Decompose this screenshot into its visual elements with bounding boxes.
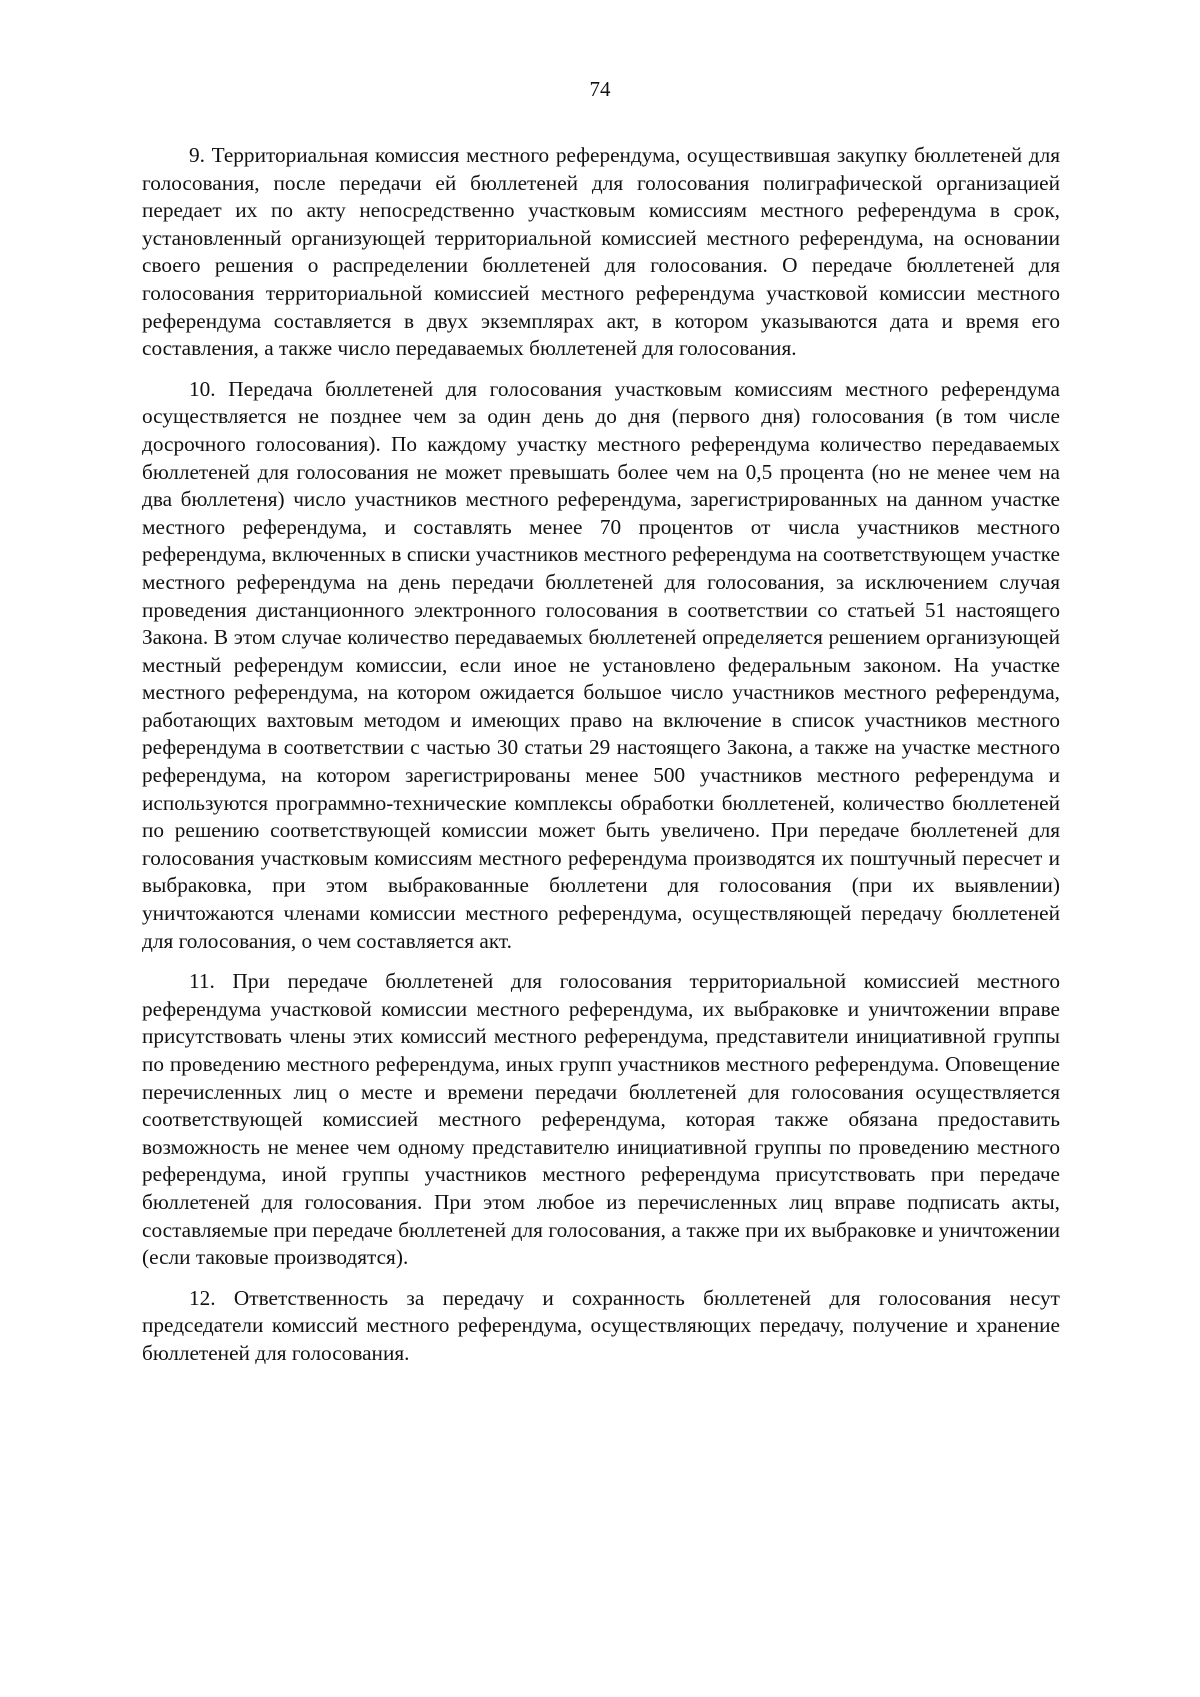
document-body xyxy=(142,142,1060,1381)
paragraph-11: 11. При передаче бюллетеней для голосования территориальной комиссией местного референдума участковой комиссии местного референдума, их выбраковке и уничтожении вправе присутствовать члены этих комиссий местного референдума, представители инициативной группы по проведению местного референдума, иных групп участников местного референдума. Оповещение перечисленных лиц о месте и времени передачи бюллетеней для голосования осуществляется соответствующей комиссией местного референдума, которая также обязана предоставить возможность не менее чем одному представителю инициативной группы по проведению местного референдума, иной группы участников местного референдума присутствовать при передаче бюллетеней для голосования. При этом любое из перечисленных лиц вправе подписать акты, составляемые при передаче бюллетеней для голосования, а также при их выбраковке и уничтожении (если таковые производятся). xyxy=(142,969,1060,1270)
paragraph-10: 10. Передача бюллетеней для голосования участковым комиссиям местного референдума осуществляется не позднее чем за один день до дня (первого дня) голосования (в том числе досрочного голосования). По каждому участку местного референдума количество передаваемых бюллетеней для голосования не может превышать более чем на 0,5 процента (но не менее чем на два бюллетеня) число участников местного референдума, зарегистрированных на данном участке местного референдума, и составлять менее 70 процентов от числа участников местного референдума, включенных в списки участников местного референдума на соответствующем участке местного референдума на день передачи бюллетеней для голосования, за исключением случая проведения дистанционного электронного голосования в соответствии со статьей 51 настоящего Закона. В этом случае количество передаваемых бюллетеней определяется решением организующей местный референдум комиссии, если иное не установлено федеральным законом. На участке местного референдума, на котором ожидается большое число участников местного референдума, работающих вахтовым методом и имеющих право на включение в список участников местного референдума в соответствии с частью 30 статьи 29 настоящего Закона, а также на участке местного референдума, на котором зарегистрированы менее 500 участников местного референдума и используются программно-технические комплексы обработки бюллетеней, количество бюллетеней по решению соответствующей комиссии может быть увеличено. При передаче бюллетеней для голосования участковым комиссиям местного референдума производятся их поштучный пересчет и выбраковка, при этом выбракованные бюллетени для голосования (при их выявлении) уничтожаются членами комиссии местного референдума, осуществляющей передачу бюллетеней для голосования, о чем составляется акт. xyxy=(142,376,1060,953)
paragraph-9: 9. Территориальная комиссия местного референдума, осуществившая закупку бюллетеней для голосования, после передачи ей бюллетеней для голосования полиграфической организацией передает их по акту непосредственно участковым комиссиям местного референдума в срок, установленный организующей территориальной комиссией местного референдума, на основании своего решения о распределении бюллетеней для голосования. О передаче бюллетеней для голосования территориальной комиссией местного референдума участковой комиссии местного референдума составляется в двух экземплярах акт, в котором указываются дата и время его составления, а также число передаваемых бюллетеней для голосования. xyxy=(142,143,1060,361)
paragraph-12: 12. Ответственность за передачу и сохранность бюллетеней для голосования несут председатели комиссий местного референдума, осуществляющих передачу, получение и хранение бюллетеней для голосования. xyxy=(142,1285,1060,1365)
page-number: 74 xyxy=(589,77,611,101)
